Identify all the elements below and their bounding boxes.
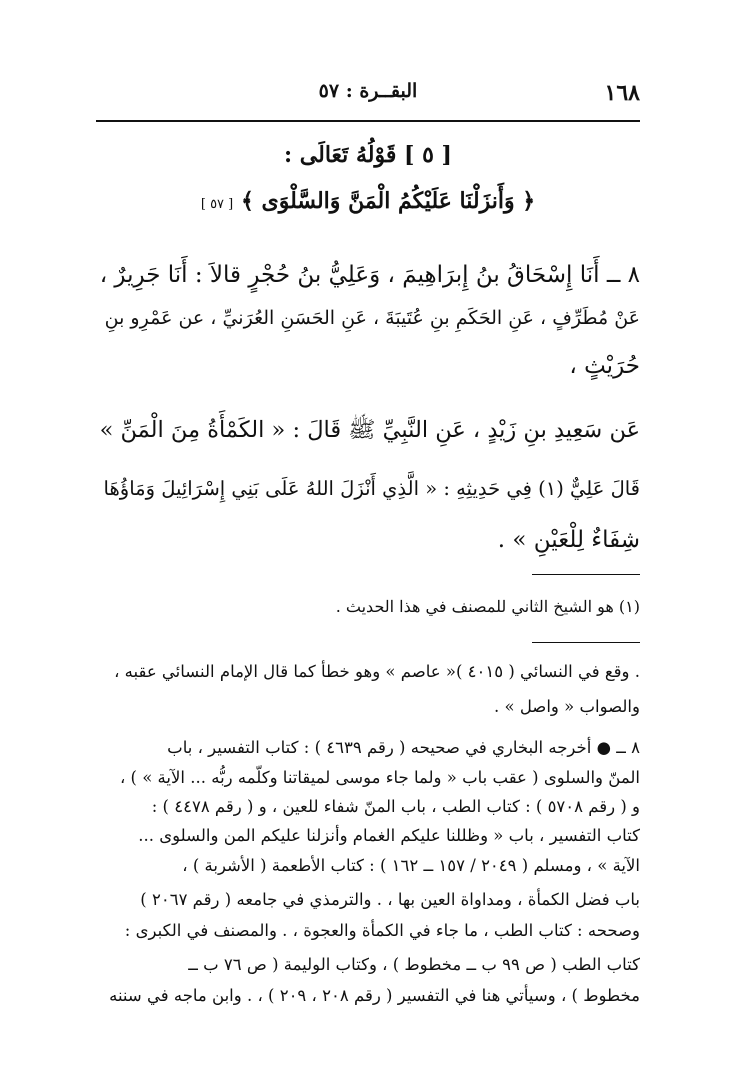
hadith-line: ٨ ــ أَنَا إِسْحَاقُ بنُ إِبرَاهِيمَ ، وَعَلِيُّ بنُ حُجْرٍ قالاَ : أَنَا جَرِيرٌ ، bbox=[99, 262, 640, 288]
note-line: ٨ ــ ● أخرجه البخاري في صحيحه ( رقم ٤٦٣٩ ) : كتاب التفسير ، باب bbox=[167, 738, 640, 757]
hadith-line: شِفَاءٌ لِلْعَيْنِ » . bbox=[497, 527, 640, 553]
footnote: (١) هو الشيخ الثاني للمصنف في هذا الحديث . bbox=[335, 597, 640, 616]
note-line: باب فضل الكمأة ، ومداواة العين بها ، . والترمذي في جامعه ( رقم ٢٠٦٧ ) bbox=[140, 890, 640, 909]
verse-text: ﴿ وَأَنزَلْنَا عَلَيْكُمُ الْمَنَّ وَالسَّلْوَى ﴾ bbox=[240, 188, 536, 214]
quran-verse bbox=[96, 188, 640, 214]
note-line: الآية » ، ومسلم ( ٢٠٤٩ / ١٥٧ ــ ١٦٢ ) : كتاب الأطعمة ( الأشربة ) ، bbox=[182, 856, 640, 875]
note-line: المنّ والسلوى ( عقب باب « ولما جاء موسى لميقاتنا وكلّمه ربُّه ... الآية » ) ، bbox=[119, 768, 640, 787]
footnote-rule bbox=[532, 574, 640, 575]
running-head: البقــرة : ٥٧ bbox=[318, 80, 418, 102]
note-line: . وقع في النسائي ( ٤٠١٥ )« عاصم » وهو خطأ كما قال الإمام النسائي عقبه ، bbox=[114, 662, 640, 681]
page-number: ١٦٨ bbox=[604, 80, 640, 106]
note-line: والصواب « واصل » . bbox=[493, 697, 640, 716]
note-line: مخطوط ) ، وسيأتي هنا في التفسير ( رقم ٢٠٨ ، ٢٠٩ ) ، . وابن ماجه في سننه bbox=[109, 986, 640, 1005]
verse-reference: [ ٥٧ ] bbox=[200, 197, 234, 212]
hadith-line: عَن سَعِيدِ بنِ زَيْدٍ ، عَنِ النَّبِيِّ ﷺ قَالَ : « الكَمْأَةُ مِنَ الْمَنِّ » bbox=[99, 417, 640, 443]
hadith-line: عَنْ مُطَرِّفٍ ، عَنِ الحَكَمِ بنِ عُتَيبَةَ ، عَنِ الحَسَنِ العُرَنيِّ ، عن عَمْرِو بنِ bbox=[104, 307, 640, 329]
note-line: كتاب التفسير ، باب « وظللنا عليكم الغمام وأنزلنا عليكم المن والسلوى ... bbox=[138, 826, 640, 845]
note-line: كتاب الطب ( ص ٩٩ ب ــ مخطوط ) ، وكتاب الوليمة ( ص ٧٦ ب ــ bbox=[188, 955, 640, 974]
hadith-line: قَالَ عَلِيٌّ (١) فِي حَدِيثِهِ : « الَّذِي أَنْزَلَ اللهُ عَلَى بَنِي إِسْرَائِيلَ وَمَاؤُهَا bbox=[103, 477, 640, 500]
section-heading: [ ٥ ] قَوْلُهُ تَعَالَى : bbox=[284, 142, 452, 168]
header-rule bbox=[96, 120, 640, 122]
hadith-line: حُرَيْثٍ ، bbox=[569, 353, 640, 379]
notes-rule bbox=[532, 642, 640, 643]
note-line: وصححه : كتاب الطب ، ما جاء في الكمأة والعجوة ، . والمصنف في الكبرى : bbox=[124, 921, 640, 940]
note-line: و ( رقم ٥٧٠٨ ) : كتاب الطب ، باب المنّ شفاء للعين ، و ( رقم ٤٤٧٨ ) : bbox=[151, 797, 640, 816]
page-header bbox=[96, 80, 640, 114]
